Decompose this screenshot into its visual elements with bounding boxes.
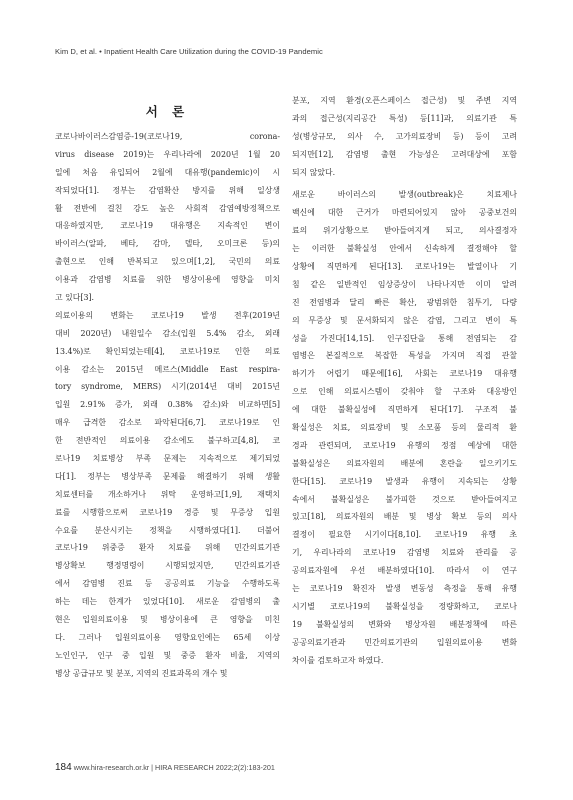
text-line: 기, 우리나라의 코로나19 감염병 치료와 관리를 공	[292, 548, 517, 558]
page-number: 184	[55, 762, 72, 773]
text-line: 시기별 코로나19의 불확실성을 정량화하고, 코로나	[292, 601, 517, 611]
text-line: 코로나19 위중증 환자 치료를 위해 민간의료기관	[55, 543, 280, 553]
text-line: 매우 급격한 감소로 파악된다[6,7]. 코로나19로 인	[55, 418, 280, 428]
text-line: 현은 입원의료이용 및 병상이용에 큰 영향을 미친	[55, 615, 280, 625]
text-line: 진 전염병과 달리 빠른 확산, 광범위한 침투기, 다량	[292, 297, 517, 307]
text-line: 차이를 검토하고자 하였다.	[292, 655, 384, 665]
running-header: Kim D, et al. • Inpatient Health Care Utilization during the COVID-19 Pandemic	[55, 47, 323, 56]
text-line: 고 있다[3].	[55, 293, 95, 303]
text-line: 이용 감소는 2015년 메르스(Middle East respira-	[55, 364, 280, 374]
text-line: 에 대한 불확실성에 직면하게 된다[17]. 구조적 불	[292, 405, 517, 415]
footer-text: www.hira-research.or.kr | HIRA RESEARCH 2022;2(2):183-201	[73, 763, 275, 772]
text-line: 으로 인해 의료시스템이 갖춰야 할 구조와 대응방인	[292, 387, 517, 397]
left-column	[55, 103, 280, 683]
text-line: 노인인구, 인구 중 입원 및 중증 환자 비율, 지역의	[55, 650, 280, 660]
text-line: 의료이용의 변화는 코로나19 발생 전후(2019년	[55, 310, 280, 320]
text-line: 대응하였지만, 코로나19 대유행은 지속적인 변이	[55, 221, 280, 231]
text-line: 하기가 어렵기 때문에[16], 사회는 코로나19 대유행	[292, 369, 517, 379]
text-line: 에서 감염병 진료 등 공공의료 기능을 수행하도록	[55, 579, 280, 589]
text-line: 치료센터를 개소하거나 위탁 운영하고[1,9], 재택치	[55, 489, 280, 499]
text-line: 하는 데는 한계가 있었다[10]. 새로운 감염병의 출	[55, 597, 280, 607]
text-line: 침 같은 일반적인 임상증상이 나타나지만 이미 알려	[292, 279, 517, 289]
text-line: 19 불확실성의 변화와 병상자원 배분정책에 따른	[292, 619, 517, 629]
text-line: 다[1]. 정부는 병상부족 문제를 해결하기 위해 생활	[55, 471, 280, 481]
text-line: 공공의료기관과 민간의료기관의 입원의료이용 변화	[292, 637, 517, 647]
text-line: 바이러스(알파, 베타, 감마, 델타, 오미크론 등)의	[55, 239, 280, 249]
text-line: 대비 2020년) 내원일수 감소(입원 5.4% 감소, 외래	[55, 328, 280, 338]
text-line: 상황에 직면하게 된다[13]. 코로나19는 발열이나 기	[292, 262, 517, 272]
text-line: 작되었다[1]. 정부는 감염확산 방지를 위해 일상생	[55, 185, 280, 195]
text-line: 의 무증상 및 문서화되지 않은 감염, 그리고 변이 특	[292, 315, 517, 325]
text-line: 료를 시행함으로써 코로나19 경증 및 무증상 입원	[55, 507, 280, 517]
text-line: 는 코로나19 확진자 발생 변동성 측정을 통해 유행	[292, 584, 517, 594]
text-line: 료의 위기상황으로 받아들여지게 되고, 의사결정자	[292, 226, 517, 236]
text-line: 수요를 분산시키는 정책을 시행하였다[1]. 더불어	[55, 525, 280, 535]
text-line: 결정이 필요한 시기이다[8,10]. 코로나19 유행 초	[292, 530, 517, 540]
text-line: 한다[15]. 코로나19 발생과 유행이 지속되는 상황	[292, 476, 517, 486]
paragraph	[55, 128, 280, 307]
text-line: 되지 않았다.	[292, 167, 336, 177]
text-line: 분포, 지역 환경(오픈스페이스 접근성) 및 주변 지역	[292, 96, 517, 105]
text-line: 공의료자원에 우선 배분하였다[10]. 따라서 이 연구	[292, 566, 517, 576]
text-line: 일에 처음 유입되어 2월에 대유행(pandemic)이 시	[55, 167, 280, 177]
text-line: 병상확보 행정명령이 시행되었지만, 민간의료기관	[55, 561, 280, 571]
text-line: 되지만[12], 감염병 출현 가능성은 고려대상에 포함	[292, 149, 517, 159]
text-line: 백신에 대한 근거가 마련되어있지 않아 공중보건의	[292, 208, 517, 218]
text-line: 다. 그러나 입원의료이용 영향요인에는 65세 이상	[55, 632, 280, 642]
text-line: tory syndrome, MERS) 시기(2014년 대비 2015년	[55, 382, 280, 392]
text-line: 속에서 불확실성은 불가피한 것으로 받아들여지고	[292, 494, 517, 504]
text-line: virus disease 2019)는 우리나라에 2020년 1월 20	[55, 149, 280, 159]
text-line: 코로나바이러스감염증-19(코로나19, corona-	[55, 132, 280, 141]
text-line: 성을 가진다[14,15]. 인구집단을 통해 전염되는 감	[292, 333, 517, 343]
right-column	[292, 92, 517, 670]
text-line: 성(병상규모, 의사 수, 고가의료장비 등) 등이 고려	[292, 131, 517, 141]
text-line: 새로운 바이러스의 발생(outbreak)은 치료제나	[292, 190, 517, 200]
paragraph	[292, 186, 517, 669]
text-line: 활 전반에 걸친 강도 높은 사회적 감염예방정책으로	[55, 203, 280, 213]
text-line: 병상 공급규모 및 분포, 지역의 진료과목의 개수 및	[55, 668, 228, 678]
section-title: 서 론	[145, 104, 190, 119]
text-line: 과의 접근성(지리공간 특성) 등[11]과, 의료기관 특	[292, 113, 517, 123]
text-line: 경과 관련되며, 코로나19 유행의 정점 예상에 대한	[292, 440, 517, 450]
text-line: 는 이러한 불확실성 안에서 신속하게 결정해야 할	[292, 244, 517, 254]
text-line: 한 전반적인 의료이용 감소에도 불구하고[4,8], 코	[55, 436, 280, 446]
text-line: 이용과 감염병 치료를 위한 병상이용에 영향을 미치	[55, 275, 280, 285]
paragraph	[55, 307, 280, 683]
text-line: 입원 2.91% 증가, 외래 0.38% 감소)와 비교하면[5]	[55, 400, 280, 410]
text-line: 불확실성은 의료자원의 배분에 혼란을 일으키기도	[292, 458, 517, 468]
text-line: 출현으로 인해 반복되고 있으며[1,2], 국민의 의료	[55, 257, 280, 267]
page-footer	[55, 762, 518, 773]
text-line: 염병은 본질적으로 복잡한 특성을 가지며 직접 관찰	[292, 351, 517, 361]
text-line: 로나19 치료병상 부족 문제는 지속적으로 제기되었	[55, 454, 280, 464]
text-line: 있고[18], 의료자원의 배분 및 병상 확보 등의 의사	[292, 512, 517, 522]
paragraph	[292, 92, 517, 181]
text-line: 확실성은 치료, 의료장비 및 소모품 등의 물리적 환	[292, 423, 517, 433]
text-line: 13.4%)로 확인되었는데[4], 코로나19로 인한 의료	[55, 346, 280, 356]
